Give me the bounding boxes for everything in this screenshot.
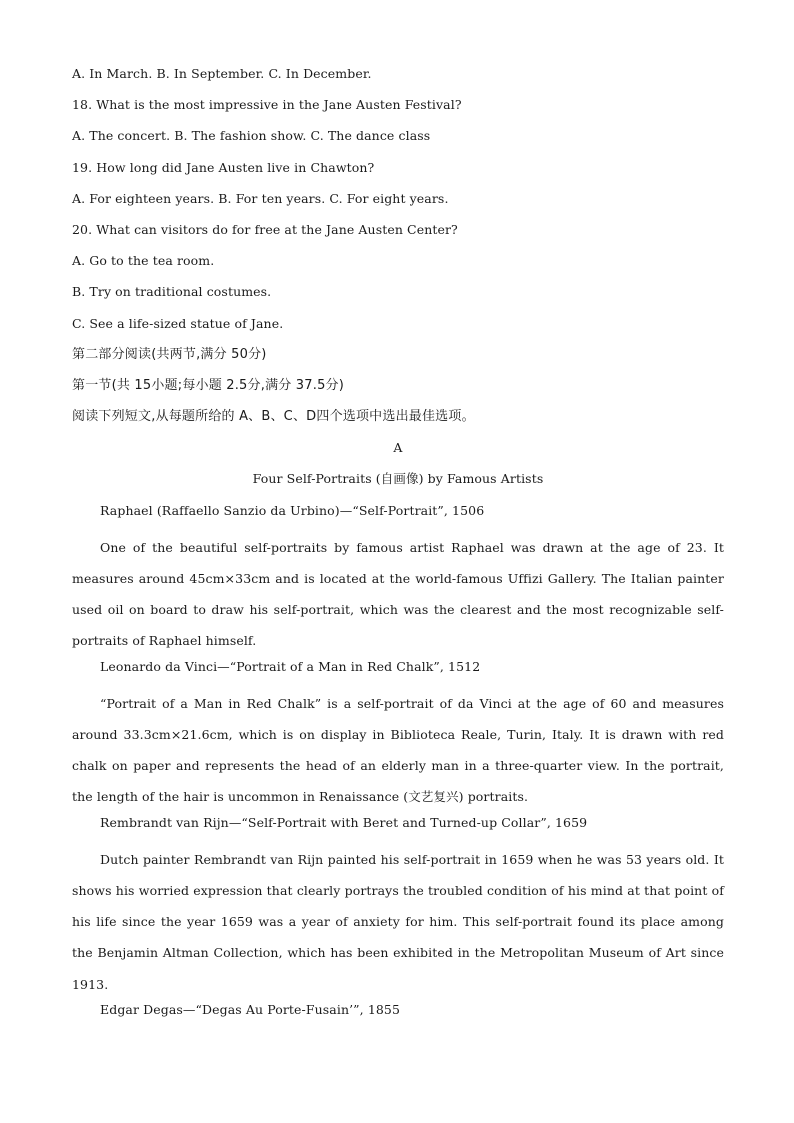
exam-page bbox=[72, 64, 724, 1031]
q19-options: A. For eighteen years. B. For ten years. C. For eight years. bbox=[72, 190, 449, 206]
part2-heading: 第二部分阅读(共两节,满分 50分) bbox=[72, 346, 267, 362]
entry-heading-degas: Edgar Degas—“Degas Au Porte-Fusain’”, 1855 bbox=[100, 1001, 401, 1017]
entry-body-raphael: One of the beautiful self-portraits by famous artist Raphael was drawn at the age of 23. It measures around 45cm×33cm and is located at the world-famous Uffizi Gallery. The Italian painter used oil on board to draw his self-portrait, which was the clearest and the most recognizable self-portraits of Raphael himself. bbox=[72, 539, 724, 649]
entry-heading-raphael: Raphael (Raffaello Sanzio da Urbino)—“Self-Portrait”, 1506 bbox=[100, 502, 485, 518]
q19-question: 19. How long did Jane Austen live in Chawton? bbox=[72, 159, 375, 175]
q20-option-a: A. Go to the tea room. bbox=[72, 253, 215, 269]
q20-option-c: C. See a life-sized statue of Jane. bbox=[72, 315, 284, 331]
entry-body-rembrandt: Dutch painter Rembrandt van Rijn painted his self-portrait in 1659 when he was 53 years old. It shows his worried expression that clearly portrays the troubled condition of his mind at that point of his life since the year 1659 was a year of anxiety for him. This self-portrait found its place among the Benjamin Altman Collection, which has been exhibited in the Metropolitan Museum of Art since 1913. bbox=[72, 851, 724, 992]
q18-question: 18. What is the most impressive in the Jane Austen Festival? bbox=[72, 97, 462, 113]
reading-instruction: 阅读下列短文,从每题所给的 A、B、C、D四个选项中选出最佳选项。 bbox=[72, 409, 475, 425]
q17-options: A. In March. B. In September. C. In December. bbox=[72, 66, 372, 81]
entry-heading-da-vinci: Leonardo da Vinci—“Portrait of a Man in Red Chalk”, 1512 bbox=[100, 658, 481, 674]
entry-heading-rembrandt: Rembrandt van Rijn—“Self-Portrait with Beret and Turned-up Collar”, 1659 bbox=[100, 814, 588, 830]
q20-question: 20. What can visitors do for free at the Jane Austen Center? bbox=[72, 221, 458, 237]
passage-label: A bbox=[393, 440, 403, 456]
passage-title: Four Self-Portraits (自画像) by Famous Artists bbox=[252, 471, 544, 487]
section1-heading: 第一节(共 15小题;每小题 2.5分,满分 37.5分) bbox=[72, 377, 345, 393]
entry-body-da-vinci: “Portrait of a Man in Red Chalk” is a self-portrait of da Vinci at the age of 60 and measures around 33.3cm×21.6cm, which is on display in Biblioteca Reale, Turin, Italy. It is drawn with red chalk on paper and represents the head of an elderly man in a three-quarter view. In the portrait, the length of the hair is uncommon in Renaissance (文艺复兴) portraits. bbox=[72, 695, 724, 805]
q20-option-b: B. Try on traditional costumes. bbox=[72, 284, 272, 300]
q18-options: A. The concert. B. The fashion show. C. The dance class bbox=[72, 128, 431, 144]
